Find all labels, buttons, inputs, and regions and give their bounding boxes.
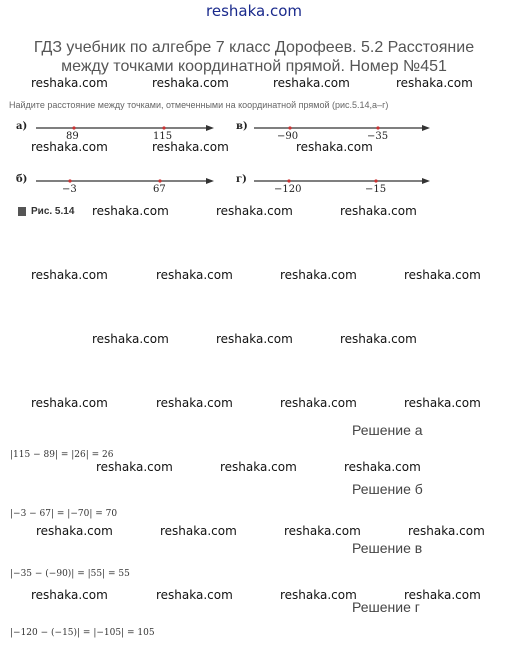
watermark: reshaka.com bbox=[156, 588, 233, 602]
point-label-g-2: −15 bbox=[365, 184, 387, 195]
watermark: reshaka.com bbox=[216, 204, 293, 218]
watermark: reshaka.com bbox=[404, 396, 481, 410]
point-label-v-2: −35 bbox=[367, 131, 389, 142]
watermark: reshaka.com bbox=[396, 76, 473, 90]
watermark: reshaka.com bbox=[340, 332, 417, 346]
solution-heading-v: Решение в bbox=[352, 540, 423, 556]
point-b-1 bbox=[68, 179, 71, 182]
watermark: reshaka.com bbox=[216, 332, 293, 346]
watermark: reshaka.com bbox=[220, 460, 297, 474]
point-g-1 bbox=[287, 179, 290, 182]
watermark: reshaka.com bbox=[160, 524, 237, 538]
watermark: reshaka.com bbox=[31, 140, 108, 154]
point-label-a-1: 89 bbox=[66, 131, 79, 142]
watermark: reshaka.com bbox=[344, 460, 421, 474]
point-label-b-1: −3 bbox=[62, 184, 77, 195]
watermark: reshaka.com bbox=[31, 268, 108, 282]
arrow-a bbox=[206, 125, 214, 131]
line-label-g: г) bbox=[236, 174, 247, 185]
point-a-2 bbox=[162, 126, 165, 129]
watermark: reshaka.com bbox=[273, 76, 350, 90]
line-label-v: в) bbox=[236, 121, 248, 132]
watermark: reshaka.com bbox=[156, 396, 233, 410]
watermark: reshaka.com bbox=[296, 140, 373, 154]
arrow-b bbox=[206, 178, 214, 184]
watermark: reshaka.com bbox=[31, 588, 108, 602]
point-v-2 bbox=[376, 126, 379, 129]
line-label-b: б) bbox=[16, 174, 28, 185]
point-a-1 bbox=[72, 126, 75, 129]
point-v-1 bbox=[288, 126, 291, 129]
point-b-2 bbox=[158, 179, 161, 182]
watermark: reshaka.com bbox=[31, 76, 108, 90]
watermark: reshaka.com bbox=[280, 268, 357, 282]
task-text: Найдите расстояние между точками, отмеченными на координатной прямой (рис.5.14,а–г) bbox=[9, 100, 389, 110]
point-label-a-2: 115 bbox=[153, 131, 173, 142]
watermark: reshaka.com bbox=[156, 268, 233, 282]
line-label-a: а) bbox=[16, 121, 28, 132]
arrow-g bbox=[422, 178, 430, 184]
solution-heading-g: Решение г bbox=[352, 599, 420, 615]
site-logo[interactable]: reshaka.com bbox=[206, 2, 302, 20]
solution-equation-g: |−120 − (−15)| = |−105| = 105 bbox=[10, 628, 155, 638]
number-lines-figure bbox=[0, 0, 508, 230]
caption-square-icon bbox=[18, 207, 26, 216]
solution-equation-b: |−3 − 67| = |−70| = 70 bbox=[10, 509, 118, 519]
watermark: reshaka.com bbox=[284, 524, 361, 538]
watermark: reshaka.com bbox=[31, 396, 108, 410]
watermark: reshaka.com bbox=[36, 524, 113, 538]
point-label-v-1: −90 bbox=[277, 131, 299, 142]
solution-equation-a: |115 − 89| = |26| = 26 bbox=[10, 450, 114, 460]
figure-caption: Рис. 5.14 bbox=[31, 206, 75, 217]
watermark: reshaka.com bbox=[152, 140, 229, 154]
watermark: reshaka.com bbox=[92, 332, 169, 346]
solution-equation-v: |−35 − (−90)| = |55| = 55 bbox=[10, 569, 130, 579]
watermark: reshaka.com bbox=[404, 588, 481, 602]
solution-heading-b: Решение б bbox=[352, 481, 423, 497]
watermark: reshaka.com bbox=[408, 524, 485, 538]
point-label-g-1: −120 bbox=[274, 184, 302, 195]
page-title: ГДЗ учебник по алгебре 7 класс Дорофеев. 5.2 Расстояние между точками координатной прямой. Номер №451 bbox=[33, 39, 475, 75]
watermark: reshaka.com bbox=[280, 396, 357, 410]
watermark: reshaka.com bbox=[340, 204, 417, 218]
watermark: reshaka.com bbox=[280, 588, 357, 602]
arrow-v bbox=[422, 125, 430, 131]
watermark: reshaka.com bbox=[96, 460, 173, 474]
watermark: reshaka.com bbox=[404, 268, 481, 282]
solution-heading-a: Решение а bbox=[352, 422, 423, 438]
point-label-b-2: 67 bbox=[153, 184, 166, 195]
point-g-2 bbox=[374, 179, 377, 182]
watermark: reshaka.com bbox=[92, 204, 169, 218]
watermark: reshaka.com bbox=[152, 76, 229, 90]
